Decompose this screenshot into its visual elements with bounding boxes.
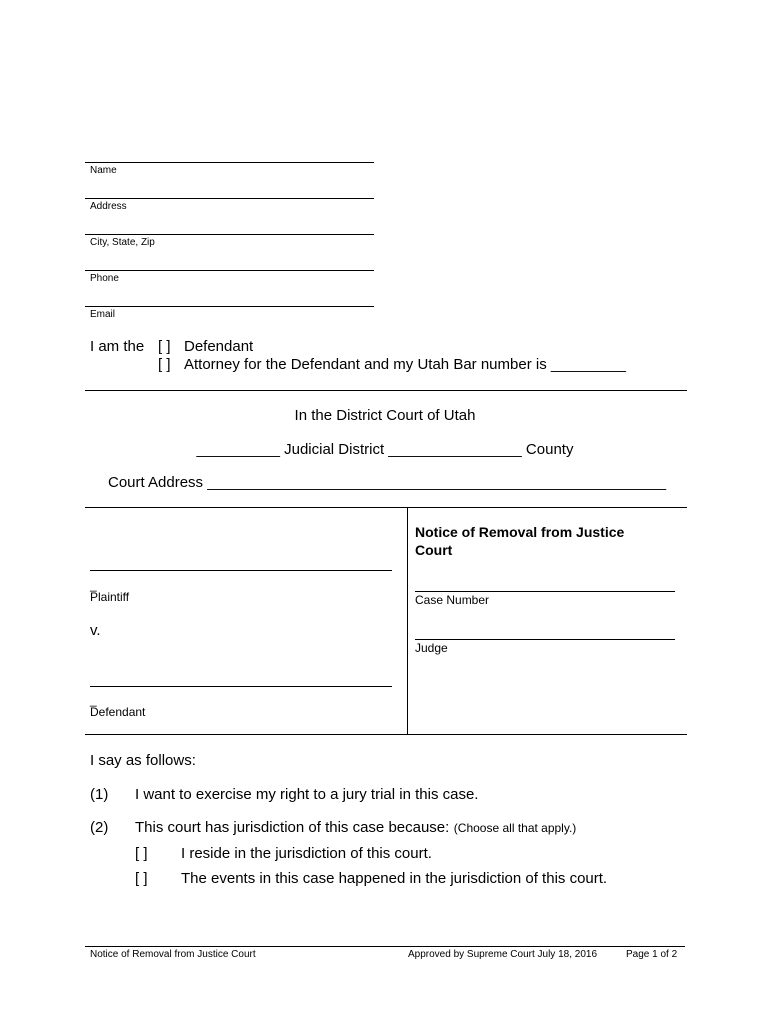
court-address-line[interactable]: Court Address _______________________________________________________ [108,474,667,491]
item-2-note: (Choose all that apply.) [453,821,577,835]
footer-page-number: Page 1 of 2 [626,949,678,960]
role-prefix: I am the [90,338,145,355]
defendant-name-line[interactable] [90,686,392,687]
versus-text: v. [90,622,101,639]
option-reside-checkbox[interactable]: [ ] [135,845,148,862]
judge-label: Judge [415,641,448,655]
header-divider [85,390,687,391]
option-events-label: The events in this case happened in the jurisdiction of this court. [181,870,608,887]
footer-rule [85,946,685,947]
caption-bottom-border [85,734,687,735]
intro-statement: I say as follows: [90,752,196,769]
email-label: Email [90,309,116,320]
city-state-zip-line[interactable] [85,234,374,235]
item-1-number: (1) [90,786,109,803]
plaintiff-name-line[interactable] [90,570,392,571]
plaintiff-mark: _ [90,578,97,592]
email-line[interactable] [85,306,374,307]
phone-line[interactable] [85,270,374,271]
address-label: Address [90,201,127,212]
role-defendant-label: Defendant [184,338,254,355]
item-1-text: I want to exercise my right to a jury trial in this case. [135,786,479,803]
judge-line[interactable] [415,639,675,640]
caption-top-border [85,507,687,508]
phone-label: Phone [90,273,119,284]
case-number-line[interactable] [415,591,675,592]
defendant-label: Defendant [90,705,146,719]
option-reside-label: I reside in the jurisdiction of this court. [181,845,432,862]
footer-form-name: Notice of Removal from Justice Court [90,949,256,960]
role-attorney-checkbox[interactable]: [ ] [158,356,171,373]
plaintiff-label: Plaintiff [90,590,130,604]
footer-approval: Approved by Supreme Court July 18, 2016 [408,949,597,960]
caption-divider [407,507,408,735]
item-2-text: This court has jurisdiction of this case because: [135,819,450,836]
item-2-number: (2) [90,819,109,836]
district-county-line[interactable]: __________ Judicial District ________________ County [196,441,574,458]
court-title: In the District Court of Utah [294,407,476,424]
name-line[interactable] [85,162,374,163]
role-attorney-label: Attorney for the Defendant and my Utah Bar number is _________ [184,356,626,373]
city-state-zip-label: City, State, Zip [90,237,155,248]
option-events-checkbox[interactable]: [ ] [135,870,148,887]
address-line[interactable] [85,198,374,199]
item-2-content [135,819,576,837]
defendant-mark: _ [90,693,97,707]
document-title: Notice of Removal from Justice Court [415,524,625,558]
case-number-label: Case Number [415,593,490,607]
name-label: Name [90,165,117,176]
role-defendant-checkbox[interactable]: [ ] [158,338,171,355]
